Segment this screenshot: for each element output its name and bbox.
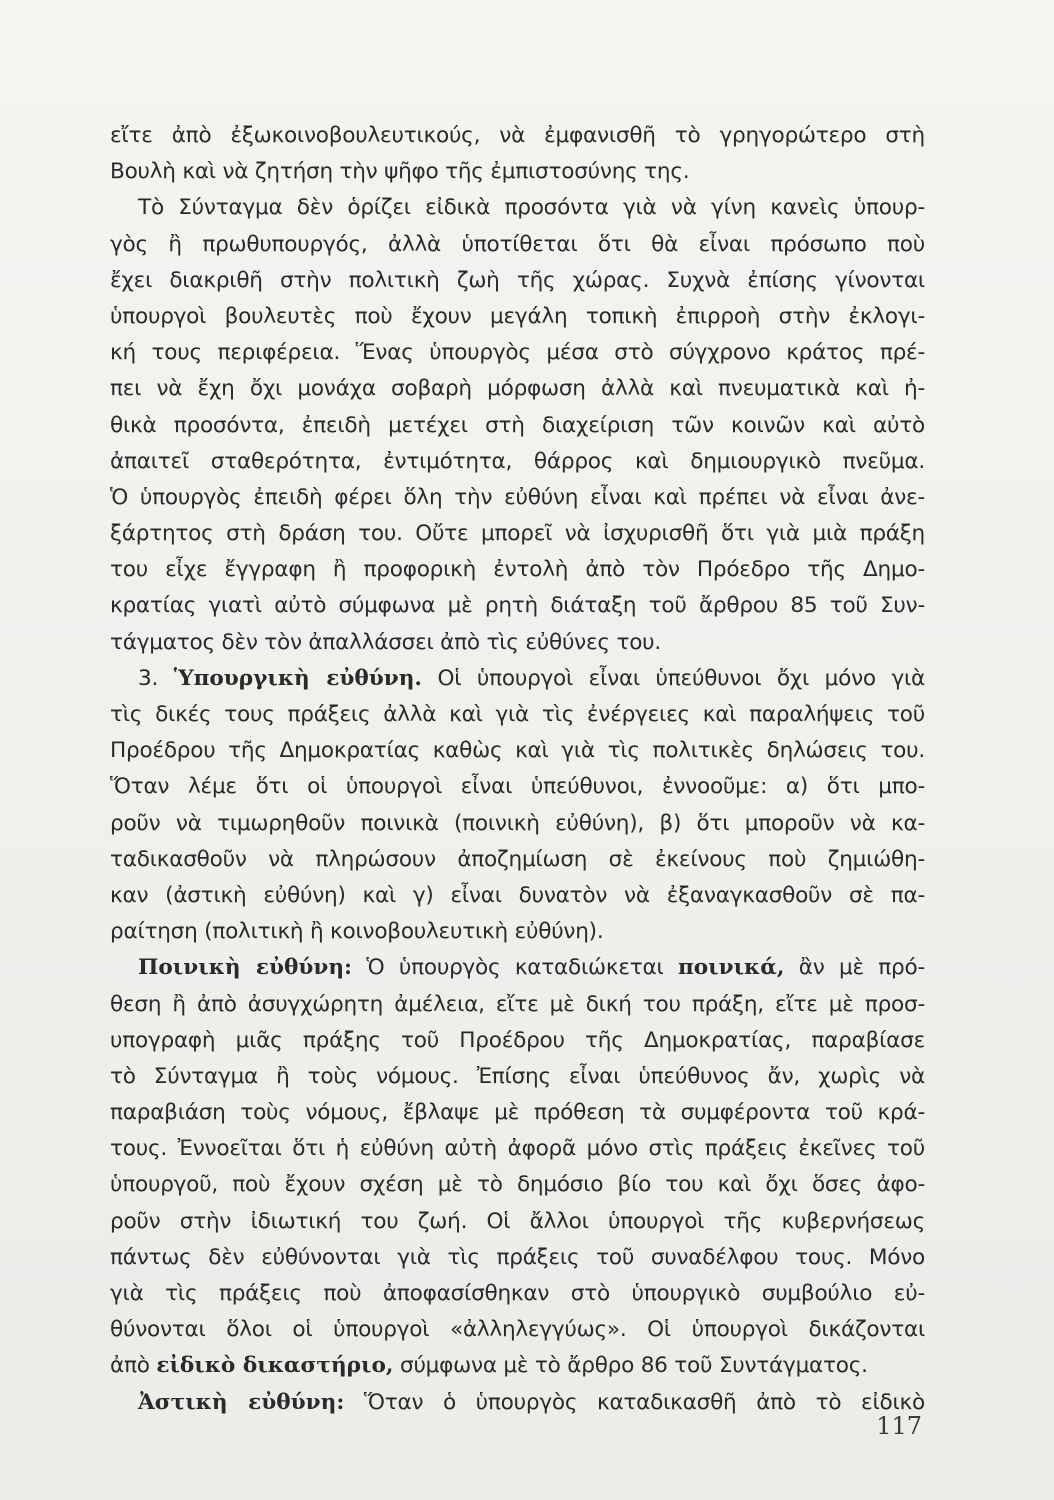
text-line [110, 1276, 925, 1312]
line-text: τὶς δικές τους πράξεις ἀλλὰ καὶ γιὰ τὶς ἐνέργειες καὶ παραλήψεις τοῦ [110, 702, 925, 727]
text-line [110, 950, 925, 986]
line-text: Προέδρου τῆς Δημοκρατίας καθὼς καὶ γιὰ τὶς πολιτικὲς δηλώσεις του. [110, 738, 925, 764]
line-text: ἔχει διακριθῆ στὴν πολιτικὴ ζωὴ τῆς χώρας. Συχνὰ ἐπίσης γίνονται [110, 267, 925, 293]
text-line [110, 1095, 925, 1131]
line-text: θεση ἢ ἀπὸ ἀσυγχώρητη ἀμέλεια, εἴτε μὲ δική του πράξη, εἴτε μὲ προσ- [110, 991, 925, 1017]
line-text: ὑπουργοὶ βουλευτὲς ποὺ ἔχουν μεγάλη τοπικὴ ἐπιρροὴ στὴν ἐκλογι- [110, 303, 925, 329]
text-line [110, 408, 925, 444]
bold-term: εἰδικὸ δικαστήριο, [156, 1353, 394, 1379]
bold-term: Ποινικὴ εὐθύνη: [138, 955, 353, 981]
line-text: πάντως δὲν εὐθύνονται γιὰ τὶς πράξεις τοῦ συναδέλφου τους. Μόνο [110, 1244, 925, 1270]
text-line [110, 1023, 925, 1059]
line-text: τάγματος δὲν τὸν ἀπαλλάσσει ἀπὸ τὶς εὐθύνες του. [110, 629, 662, 655]
page-number: 117 [876, 1412, 922, 1440]
text-line [110, 1059, 925, 1095]
text-line [110, 480, 925, 516]
line-text: Οἱ ὑπουργοὶ εἶναι ὑπεύθυνοι ὄχι μόνο γιὰ [421, 665, 926, 691]
line-text: θύνονται ὅλοι οἱ ὑπουργοὶ «ἀλληλεγγύως». Οἱ ὑπουργοὶ δικάζονται [110, 1317, 925, 1343]
text-line [110, 588, 925, 624]
text-line [110, 987, 925, 1023]
line-text: Ὅταν λέμε ὅτι οἱ ὑπουργοὶ εἶναι ὑπεύθυνοι, ἐννοοῦμε: α) ὅτι μπο- [110, 774, 925, 800]
body-text [110, 118, 925, 1421]
text-line [110, 806, 925, 842]
bold-term: ποινικά, [677, 955, 785, 981]
bold-term: Ἀστικὴ εὐθύνη: [138, 1389, 345, 1415]
line-text: σύμφωνα μὲ τὸ ἄρθρο 86 τοῦ Συντάγματος. [393, 1353, 868, 1379]
line-text: γιὰ τὶς πράξεις ποὺ ἀποφασίσθηκαν στὸ ὑπουργικὸ συμβούλιο εὐ- [110, 1281, 925, 1306]
line-text: ροῦν νὰ τιμωρηθοῦν ποινικὰ (ποινικὴ εὐθύνη), β) ὅτι μποροῦν νὰ κα- [110, 810, 925, 836]
line-text: καν (ἀστικὴ εὐθύνη) καὶ γ) εἶναι δυνατὸν νὰ ἐξαναγκασθοῦν σὲ πα- [110, 882, 925, 908]
text-line [110, 227, 925, 263]
text-line [110, 552, 925, 588]
line-text: γὸς ἢ πρωθυπουργός, ἀλλὰ ὑποτίθεται ὅτι θὰ εἶναι πρόσωπο ποὺ [110, 231, 925, 257]
line-text: ταδικασθοῦν νὰ πληρώσουν ἀποζημίωση σὲ ἐκείνους ποὺ ζημιώθη- [110, 846, 925, 872]
line-text: ξάρτητος στὴ δράση του. Οὔτε μπορεῖ νὰ ἰσχυρισθῆ ὅτι γιὰ μιὰ πράξη [110, 521, 925, 547]
text-line [110, 733, 925, 769]
bold-term: Ὑπουργικὴ εὐθύνη. [173, 665, 422, 691]
line-text: παραβιάση τοὺς νόμους, ἔβλαψε μὲ πρόθεση τὰ συμφέροντα τοῦ κρά- [110, 1100, 925, 1126]
text-line [110, 1204, 925, 1240]
line-text: ὑπουργοῦ, ποὺ ἔχουν σχέση μὲ τὸ δημόσιο βίο του καὶ ὄχι ὅσες ἀφο- [110, 1172, 925, 1198]
text-line [110, 1348, 925, 1384]
line-text: θικὰ προσόντα, ἐπειδὴ μετέχει στὴ διαχείριση τῶν κοινῶν καὶ αὐτὸ [110, 412, 925, 438]
text-line [110, 190, 925, 226]
line-text: τὸ Σύνταγμα ἢ τοὺς νόμους. Ἐπίσης εἶναι ὑπεύθυνος ἄν, χωρὶς νὰ [110, 1063, 925, 1089]
text-line [110, 1240, 925, 1276]
line-text: Ὅταν ὁ ὑπουργὸς καταδικασθῆ ἀπὸ τὸ εἰδικὸ [344, 1389, 925, 1415]
line-text: ραίτηση (πολιτικὴ ἢ κοινοβουλευτικὴ εὐθύνη). [110, 919, 604, 945]
line-text: ἀπὸ [110, 1353, 157, 1379]
line-text: ροῦν στὴν ἰδιωτική του ζωή. Οἱ ἄλλοι ὑπουργοὶ τῆς κυβερνήσεως [110, 1208, 925, 1234]
line-text: Τὸ Σύνταγμα δὲν ὁρίζει εἰδικὰ προσόντα γιὰ νὰ γίνη κανεὶς ὑπουρ- [138, 195, 925, 221]
text-line [110, 444, 925, 480]
text-line [110, 154, 925, 190]
text-line [110, 842, 925, 878]
text-line [110, 263, 925, 299]
line-text: Ὁ ὑπουργὸς ἐπειδὴ φέρει ὅλη τὴν εὐθύνη εἶναι καὶ πρέπει νὰ εἶναι ἀνε- [110, 484, 925, 510]
line-text: τους. Ἐννοεῖται ὅτι ἡ εὐθύνη αὐτὴ ἀφορᾶ μόνο στὶς πράξεις ἐκεῖνες τοῦ [110, 1136, 925, 1162]
text-line [110, 661, 925, 697]
line-text: κή τους περιφέρεια. Ἕνας ὑπουργὸς μέσα στὸ σύγχρονο κράτος πρέ- [110, 340, 925, 366]
line-text: του εἶχε ἔγγραφη ἢ προφορικὴ ἐντολὴ ἀπὸ τὸν Πρόεδρο τῆς Δημο- [110, 557, 925, 583]
text-line [110, 1167, 925, 1203]
line-text: κρατίας γιατὶ αὐτὸ σύμφωνα μὲ ρητὴ διάταξη τοῦ ἄρθρου 85 τοῦ Συν- [110, 593, 925, 619]
text-line [110, 1131, 925, 1167]
text-line [110, 878, 925, 914]
line-text: Βουλὴ καὶ νὰ ζητήση τὴν ψῆφο τῆς ἐμπιστοσύνης της. [110, 159, 690, 185]
text-line [110, 371, 925, 407]
text-line [110, 625, 925, 661]
text-line [110, 1312, 925, 1348]
text-line [110, 299, 925, 335]
line-text: ἂν μὲ πρό- [784, 955, 925, 981]
text-line [110, 697, 925, 733]
line-text: ἀπαιτεῖ σταθερότητα, ἐντιμότητα, θάρρος καὶ δημιουργικὸ πνεῦμα. [110, 448, 925, 474]
line-text: υπογραφὴ μιᾶς πράξης τοῦ Προέδρου τῆς Δημοκρατίας, παραβίασε [110, 1027, 925, 1053]
text-line [110, 516, 925, 552]
text-line [110, 335, 925, 371]
text-line [110, 1385, 925, 1421]
line-text: Ὁ ὑπουργὸς καταδιώκεται [352, 955, 678, 981]
text-line [110, 118, 925, 154]
line-text: 3. [138, 665, 174, 691]
text-line [110, 914, 925, 950]
text-line [110, 769, 925, 805]
line-text: εἴτε ἀπὸ ἐξωκοινοβουλευτικούς, νὰ ἐμφανισθῆ τὸ γρηγορώτερο στὴ [110, 123, 925, 148]
line-text: πει νὰ ἔχη ὄχι μονάχα σοβαρὴ μόρφωση ἀλλὰ καὶ πνευματικὰ καὶ ἠ- [110, 376, 925, 402]
